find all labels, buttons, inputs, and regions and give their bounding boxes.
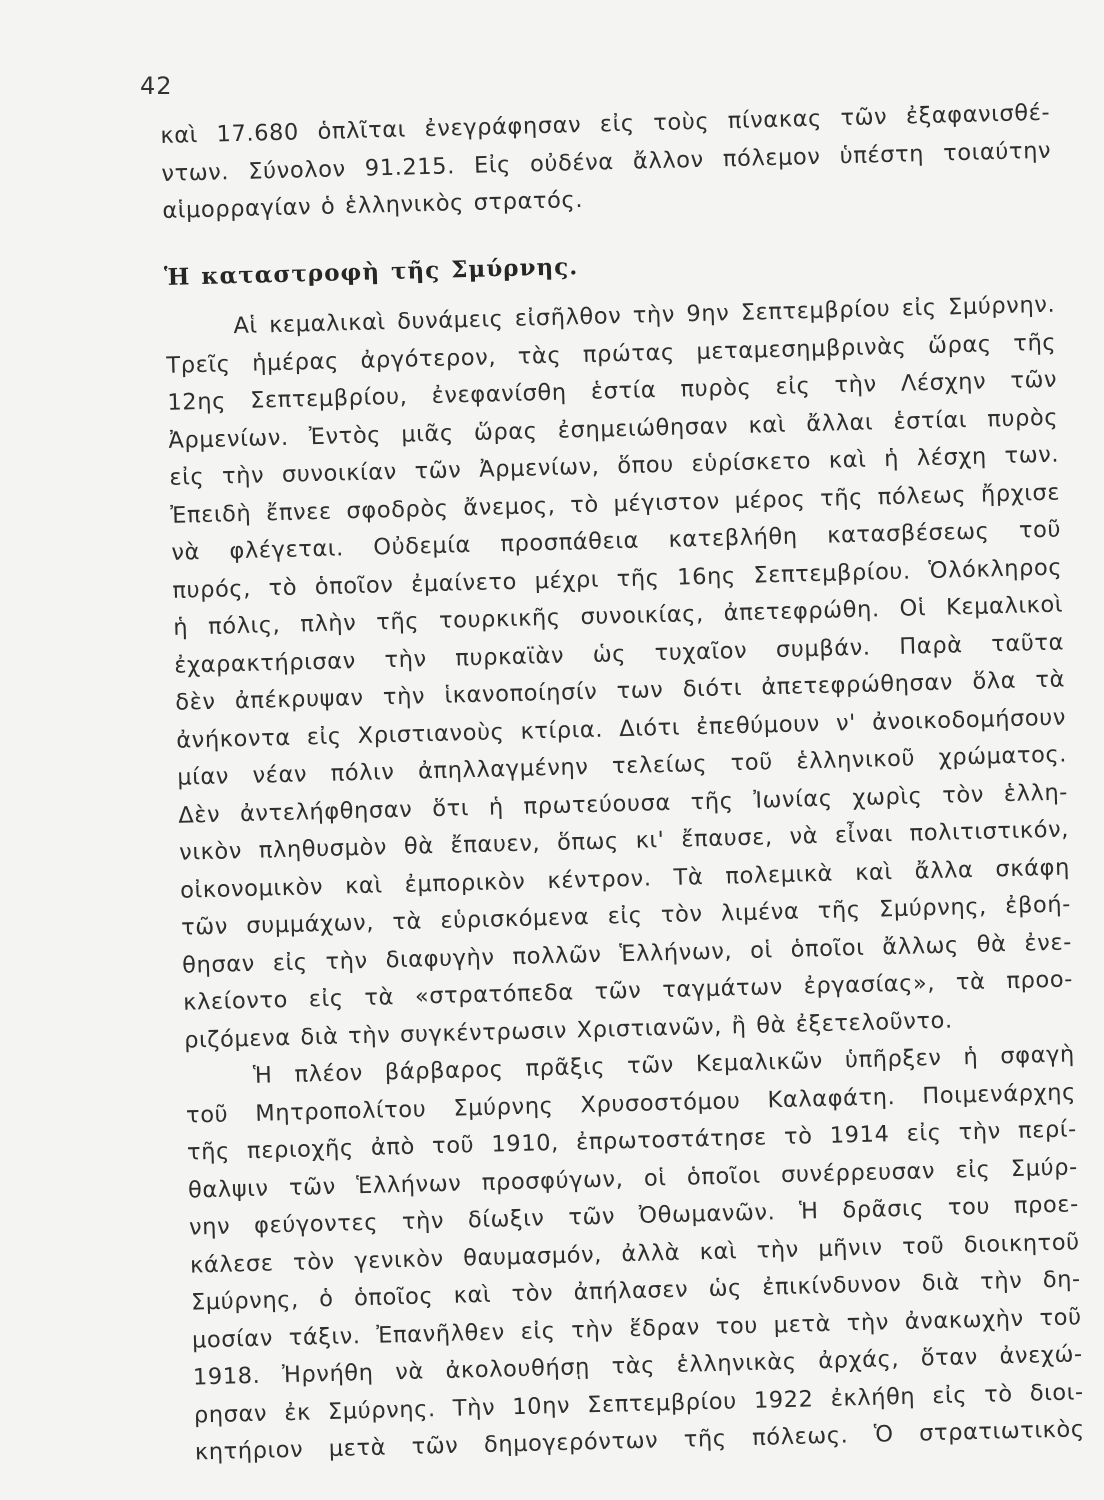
- text-line: 1918. Ἠρνήθη νὰ ἀκολουθήσῃ τὰς ἑλληνικὰς ἀρχάς, ὅταν ἀνεχώ-: [192, 1341, 1084, 1391]
- text-line: καὶ 17.680 ὁπλῖται ἐνεγράφησαν εἰς τοὺς πίνακας τῶν ἐξαφανισθέ-: [160, 99, 1051, 149]
- text-line: αἱμορραγίαν ὁ ἑλληνικὸς στρατός.: [162, 186, 584, 224]
- text-line: μοσίαν τάξιν. Ἐπανῆλθεν εἰς τὴν ἕδραν του μετὰ τὴν ἀνακωχὴν τοῦ: [191, 1303, 1083, 1354]
- section-heading: Ἡ καταστροφὴ τῆς Σμύρνης.: [163, 252, 579, 291]
- text-line: θαλψιν τῶν Ἑλλήνων προσφύγων, οἱ ὁποῖοι συνέρρευσαν εἰς Σμύρ-: [187, 1153, 1079, 1204]
- text-line: Ἀρμενίων. Ἐντὸς μιᾶς ὥρας ἐσημειώθησαν καὶ ἄλλαι ἑστίαι πυρὸς: [168, 404, 1059, 454]
- text-line: ἀνήκοντα εἰς Χριστιανοὺς κτίρια. Διότι ἐπεθύμουν ν' ἀνοικοδομήσουν: [175, 703, 1067, 754]
- text-line: τῆς περιοχῆς ἀπὸ τοῦ 1910, ἐπρωτοστάτησε τὸ 1914 εἰς τὴν περί-: [186, 1116, 1078, 1166]
- text-line: κλείοντο εἰς τὰ «στρατόπεδα τῶν ταγμάτων ἐργασίας», τὰ προο-: [182, 966, 1074, 1016]
- text-line: Ἡ πλέον βάρβαρος πρᾶξις τῶν Κεμαλικῶν ὑπῆρξεν ἡ σφαγὴ: [252, 1041, 1076, 1089]
- text-line: ἐχαρακτήρισαν τὴν πυρκαϊὰν ὡς τυχαῖον συμβάν. Παρὰ ταῦτα: [173, 629, 1065, 679]
- text-line: νικὸν πληθυσμὸν θὰ ἔπαυεν, ὅπως κι' ἔπαυσε, νὰ εἶναι πολιτιστικόν,: [178, 816, 1070, 866]
- text-line: κάλεσε τὸν γενικὸν θαυμασμόν, ἀλλὰ καὶ τὴν μῆνιν τοῦ διοικητοῦ: [189, 1228, 1081, 1279]
- text-line: μίαν νέαν πόλιν ἀπηλλαγμένην τελείως τοῦ ἑλληνικοῦ χρώματος.: [176, 741, 1068, 791]
- text-line: τῶν συμμάχων, τὰ εὑρισκόμενα εἰς τὸν λιμένα τῆς Σμύρνης, ἐβοή-: [180, 891, 1072, 941]
- text-line: ριζόμενα διὰ τὴν συγκέντρωσιν Χριστιανῶν, ἢ θὰ ἐξετελοῦντο.: [183, 1007, 954, 1054]
- text-line: Ἐπειδὴ ἔπνεε σφοδρὸς ἄνεμος, τὸ μέγιστον μέρος τῆς πόλεως ἤρχισε: [170, 479, 1061, 529]
- text-line: τοῦ Μητροπολίτου Σμύρνης Χρυσοστόμου Καλαφάτη. Ποιμενάρχης: [185, 1078, 1077, 1129]
- text-line: ρησαν ἐκ Σμύρνης. Τὴν 10ην Σεπτεμβρίου 1922 ἐκλήθη εἰς τὸ διοι-: [193, 1378, 1084, 1429]
- text-line: νὰ φλέγεται. Οὐδεμία προσπάθεια κατεβλήθη κατασβέσεως τοῦ: [171, 516, 1062, 566]
- text-line: πυρός, τὸ ὁποῖον ἐμαίνετο μέχρι τῆς 16ης Σεπτεμβρίου. Ὁλόκληρος: [172, 554, 1063, 604]
- text-line: 12ης Σεπτεμβρίου, ἐνεφανίσθη ἑστία πυρὸς εἰς τὴν Λέσχην τῶν: [167, 366, 1058, 416]
- text-line: θησαν εἰς τὴν διαφυγὴν πολλῶν Ἑλλήνων, οἱ ὁποῖοι ἄλλως θὰ ἐνε-: [181, 928, 1073, 979]
- text-line: δὲν ἀπέκρυψαν τὴν ἱκανοποίησίν των διότι ἀπετεφρώθησαν ὅλα τὰ: [174, 666, 1066, 716]
- text-line: κητήριον μετὰ τῶν δημογερόντων τῆς πόλεως. Ὁ στρατιωτικὸς: [194, 1416, 1085, 1466]
- text-line: εἰς τὴν συνοικίαν τῶν Ἀρμενίων, ὅπου εὑρίσκετο καὶ ἡ λέσχη των.: [169, 441, 1060, 491]
- text-line: Αἱ κεμαλικαὶ δυνάμεις εἰσῆλθον τὴν 9ην Σεπτεμβρίου εἰς Σμύρνην.: [233, 291, 1056, 340]
- text-line: οἰκονομικὸν καὶ ἐμπορικὸν κέντρον. Τὰ πολεμικὰ καὶ ἄλλα σκάφη: [179, 853, 1071, 904]
- text-line: ἡ πόλις, πλὴν τῆς τουρκικῆς συνοικίας, ἀπετεφρώθη. Οἱ Κεμαλικοὶ: [173, 591, 1064, 641]
- text-line: νην φεύγοντες τὴν δίωξιν τῶν Ὀθωμανῶν. Ἡ δρᾶσις του προε-: [188, 1191, 1080, 1241]
- text-line: ντων. Σύνολον 91.215. Εἰς οὐδένα ἄλλον πόλεμον ὑπέστη τοιαύτην: [161, 137, 1052, 187]
- text-line: Σμύρνης, ὁ ὁποῖος καὶ τὸν ἀπήλασεν ὡς ἐπικίνδυνον διὰ τὴν δη-: [190, 1266, 1082, 1316]
- page-number: 42: [140, 72, 173, 100]
- text-line: Τρεῖς ἡμέρας ἀργότερον, τὰς πρώτας μεταμεσημβρινὰς ὥρας τῆς: [166, 329, 1057, 379]
- body-text: [160, 95, 1085, 1472]
- text-line: Δὲν ἀντελήφθησαν ὅτι ἡ πρωτεύουσα τῆς Ἰωνίας χωρὶς τὸν ἑλλη-: [177, 778, 1069, 829]
